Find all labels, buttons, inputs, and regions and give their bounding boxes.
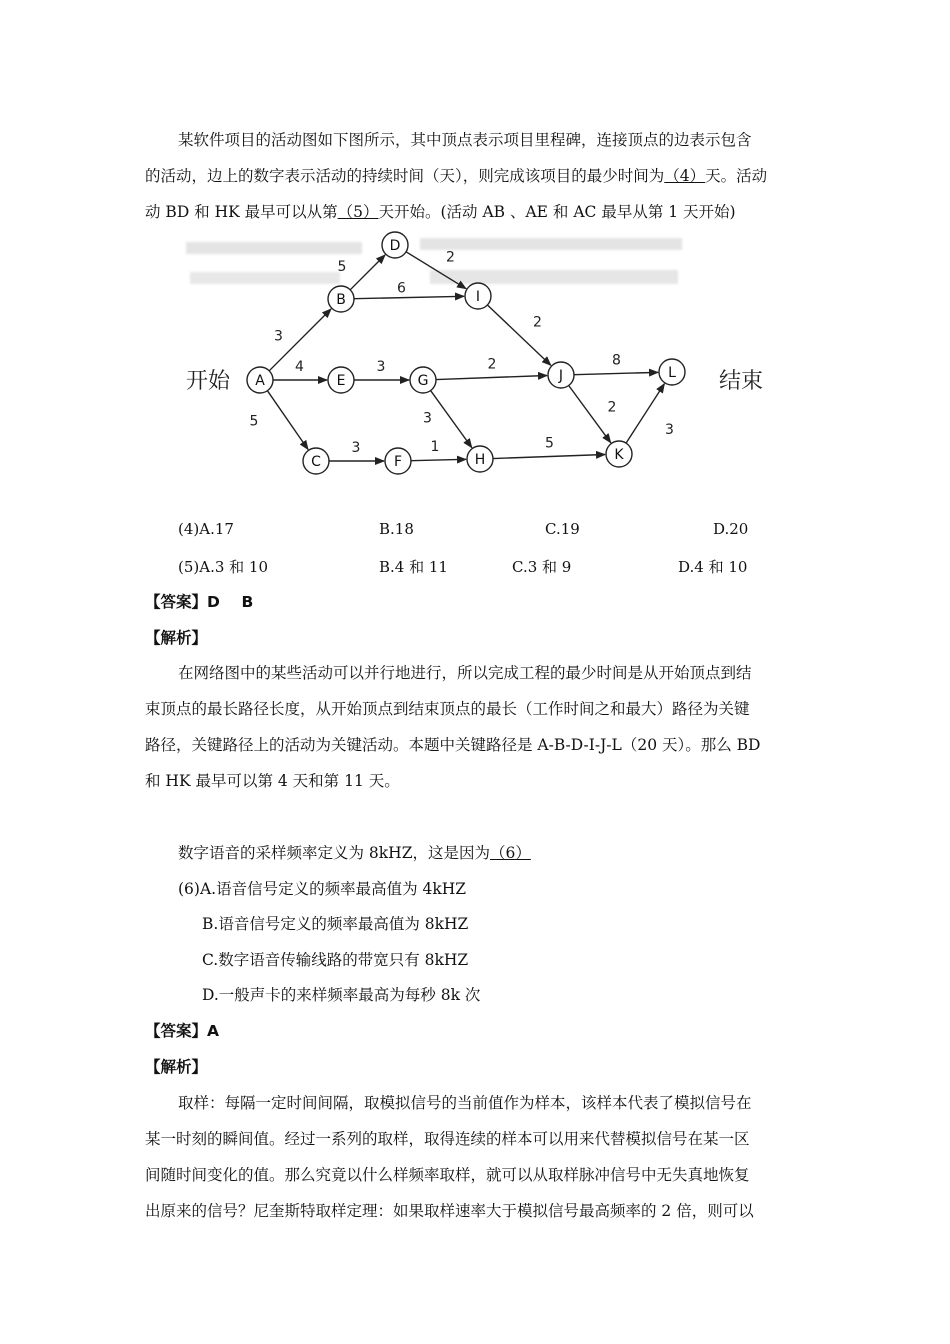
node-G xyxy=(410,367,436,393)
edge-A-C xyxy=(267,391,308,450)
node-label: H xyxy=(474,452,486,468)
question-stem-line-1: 某软件项目的活动图如下图所示，其中顶点表示项目里程碑，连接顶点的边表示包含 xyxy=(178,131,752,149)
option-5-c: C.3 和 9 xyxy=(512,558,572,576)
edge-weight-label: 3 xyxy=(423,410,432,427)
edge-K-L xyxy=(626,384,664,443)
option-4-b: B.18 xyxy=(379,520,414,538)
question-6-stem xyxy=(178,835,531,871)
node-F xyxy=(385,448,411,474)
node-label: E xyxy=(336,373,346,389)
analysis-label: 【解析】 xyxy=(145,1058,208,1076)
faded-background-text xyxy=(186,238,682,284)
answer-value: A xyxy=(207,1022,220,1040)
edge-weight-label: 1 xyxy=(430,439,440,455)
stem-text: 动 BD 和 HK 最早可以从第 xyxy=(145,203,338,221)
node-label: G xyxy=(417,373,429,389)
edge-weight-label: 2 xyxy=(607,399,617,416)
answer-value: D B xyxy=(207,593,254,611)
edge-B-D xyxy=(350,255,385,290)
activity-network-diagram xyxy=(0,228,950,510)
node-label: K xyxy=(614,447,624,463)
analysis-2-line: 出原来的信号？尼奎斯特取样定理：如果取样速率大于模拟信号最高频率的 2 倍，则可以 xyxy=(145,1202,754,1220)
analysis-1-line: 和 HK 最早可以第 4 天和第 11 天。 xyxy=(145,772,400,790)
option-5-a: (5)A.3 和 10 xyxy=(178,558,269,576)
node-I xyxy=(465,283,491,309)
blank-5: （5） xyxy=(337,203,379,221)
edge-weight-label: 2 xyxy=(446,249,455,266)
node-B xyxy=(328,286,354,312)
answer-2 xyxy=(145,1013,219,1049)
edge-J-K xyxy=(569,385,611,442)
answer-1 xyxy=(145,584,253,620)
option-6-c: C.数字语音传输线路的带宽只有 8kHZ xyxy=(202,951,469,969)
answer-label: 【答案】 xyxy=(145,1022,208,1040)
node-label: L xyxy=(668,365,676,381)
analysis-1-line: 束顶点的最长路径长度，从开始顶点到结束顶点的最长（工作时间之和最大）路径为关键 xyxy=(145,700,750,718)
analysis-2-label xyxy=(145,1049,207,1085)
stem-text: 天开始。(活动 AB 、AE 和 AC 最早从第 1 天开始) xyxy=(378,203,736,221)
node-J xyxy=(548,362,574,388)
stem-text: 的活动，边上的数字表示活动的持续时间（天），则完成该项目的最少时间为 xyxy=(145,167,665,185)
stem-text: 天。活动 xyxy=(705,167,768,185)
analysis-1-line: 路径，关键路径上的活动为关键活动。本题中关键路径是 A-B-D-I-J-L（20 天）。那么 BD xyxy=(145,736,761,754)
analysis-1-label xyxy=(145,620,207,656)
stem-text: 数字语音的采样频率定义为 8kHZ，这是因为 xyxy=(178,844,490,862)
edge-weight-label: 5 xyxy=(249,413,259,430)
edge-weight-label: 3 xyxy=(351,440,361,456)
end-label: 结束 xyxy=(719,369,764,394)
option-4-a: (4)A.17 xyxy=(178,520,234,538)
option-5-b: B.4 和 11 xyxy=(379,558,448,576)
node-label: F xyxy=(393,454,403,470)
edge-G-J xyxy=(436,376,547,380)
node-D xyxy=(382,232,408,258)
edge-J-L xyxy=(574,372,658,374)
analysis-2-line: 某一时刻的瞬间值。经过一系列的取样，取得连续的样本可以用来代替模拟信号在某一区 xyxy=(145,1130,750,1148)
edge-weight-label: 5 xyxy=(545,435,554,452)
edge-weight-label: 4 xyxy=(295,359,304,375)
analysis-label: 【解析】 xyxy=(145,629,208,647)
edge-weight-label: 3 xyxy=(665,422,674,438)
option-6-b: B.语音信号定义的频率最高值为 8kHZ xyxy=(202,915,469,933)
node-L xyxy=(659,359,685,385)
option-5-d: D.4 和 10 xyxy=(678,558,748,576)
blank-6: （6） xyxy=(489,844,531,862)
analysis-2-line: 间随时间变化的值。那么究竟以什么样频率取样，就可以从取样脉冲信号中无失真地恢复 xyxy=(145,1166,750,1184)
node-label: B xyxy=(336,292,346,308)
edge-weight-label: 3 xyxy=(274,328,283,345)
edge-B-I xyxy=(354,296,464,298)
edge-weight-label: 3 xyxy=(376,359,386,375)
edge-weight-label: 5 xyxy=(337,259,347,275)
node-label: A xyxy=(255,373,265,389)
node-label: I xyxy=(475,289,481,305)
analysis-1-line: 在网络图中的某些活动可以并行地进行，所以完成工程的最少时间是从开始顶点到结 xyxy=(178,664,752,682)
start-label: 开始 xyxy=(186,369,231,394)
option-6-a: (6)A.语音信号定义的频率最高值为 4kHZ xyxy=(178,880,467,898)
edge-weight-label: 2 xyxy=(487,356,497,373)
option-4-c: C.19 xyxy=(545,520,580,538)
edge-F-H xyxy=(411,459,466,460)
edge-weight-label: 2 xyxy=(533,314,542,331)
node-A xyxy=(247,367,273,393)
answer-label: 【答案】 xyxy=(145,593,208,611)
blank-4: （4） xyxy=(664,167,706,185)
node-label: C xyxy=(311,454,321,470)
option-6-d: D.一般声卡的来样频率最高为每秒 8k 次 xyxy=(202,986,481,1004)
analysis-2-line: 取样：每隔一定时间间隔，取模拟信号的当前值作为样本，该样本代表了模拟信号在 xyxy=(178,1094,752,1112)
node-K xyxy=(606,441,632,467)
node-E xyxy=(328,367,354,393)
question-stem-line-2 xyxy=(145,158,767,194)
edge-weight-label: 8 xyxy=(612,352,621,369)
option-4-d: D.20 xyxy=(713,520,749,538)
node-label: J xyxy=(558,368,564,384)
node-H xyxy=(467,446,493,472)
question-stem-line-3 xyxy=(145,194,736,230)
node-label: D xyxy=(389,238,401,254)
edge-weight-label: 6 xyxy=(397,280,406,297)
edge-H-K xyxy=(493,455,605,459)
node-C xyxy=(303,448,329,474)
